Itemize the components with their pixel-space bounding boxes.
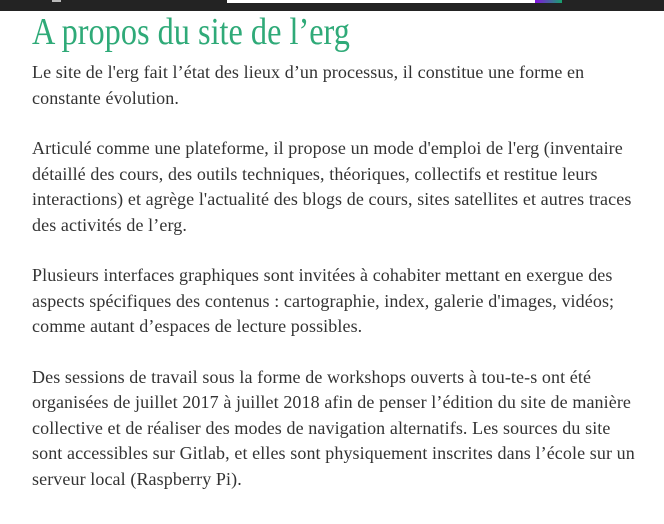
site-logo-icon — [52, 0, 61, 2]
gradient-accent-button[interactable] — [535, 0, 562, 3]
page-title: A propos du site de l’erg — [32, 11, 350, 53]
paragraph-plateforme: Articulé comme une plateforme, il propose un mode d'emploi de l'erg (inventaire détaillé des cours, des outils techniques, théoriques, collectifs et restitue leurs interactions) et agrège l'actualité des blogs de cours, sites satellites et autres traces des activités de l’erg. — [32, 138, 632, 235]
top-bar — [0, 0, 664, 11]
search-input[interactable] — [227, 0, 535, 3]
paragraph-workshops: Des sessions de travail sous la forme de workshops ouverts à tou-te-s ont été organisées de juillet 2017 à juillet 2018 afin de penser l’édition du site de manière collective et de réaliser des modes de navigation alternatifs. Les sources du site sont accessibles sur Gitlab, et elles sont physiquement inscrites dans l’école sur un serveur local (Raspberry Pi). — [32, 366, 635, 489]
paragraph-interfaces: Plusieurs interfaces graphiques sont invitées à cohabiter mettant en exergue des aspects spécifiques des contenus : cartographie, index, galerie d'images, vidéos; comme autant d’espaces de lecture possibles. — [32, 265, 615, 336]
paragraph-intro: Le site de l'erg fait l’état des lieux d’un processus, il constitue une forme en constante évolution. — [32, 62, 585, 108]
article-content — [0, 11, 664, 492]
